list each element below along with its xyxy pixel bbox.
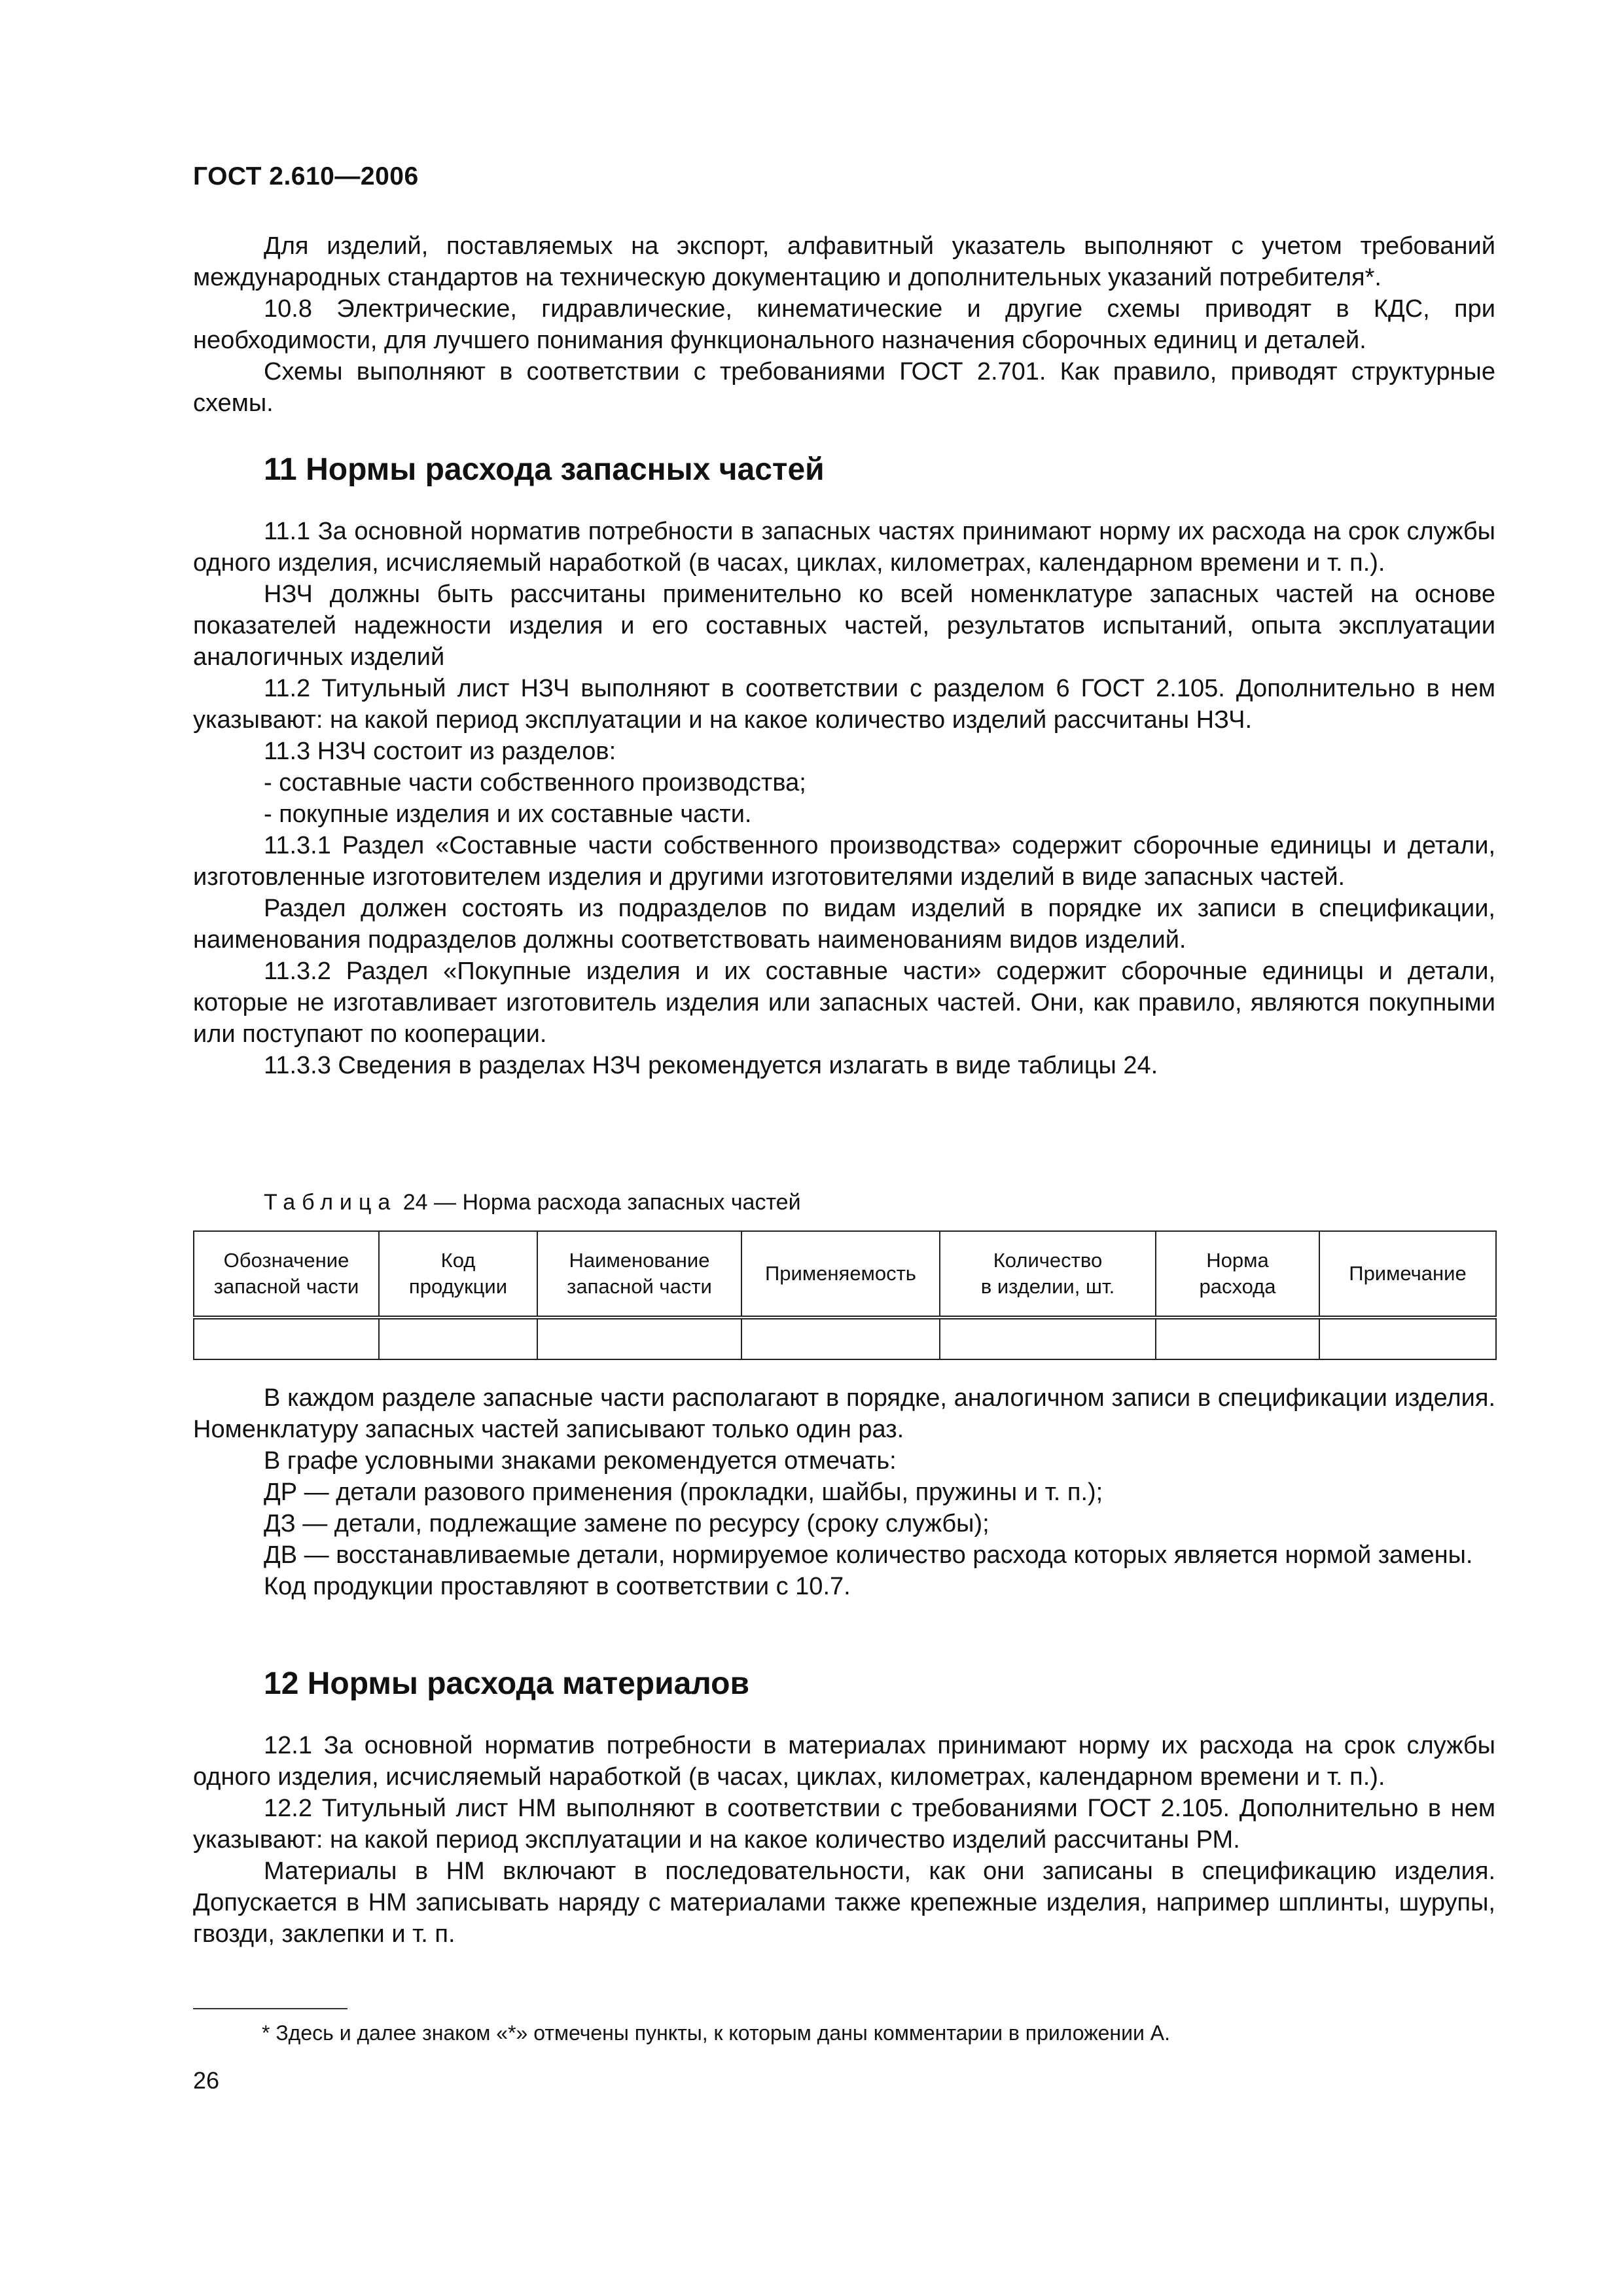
paragraph: Раздел должен состоять из подразделов по видам изделий в порядке их записи в спецификации, наименования подразделов должны соответствовать наименованиям видов изделий. (193, 895, 1495, 954)
spare-parts-table (193, 1230, 1497, 1360)
paragraph: 11.3.2 Раздел «Покупные изделия и их составные части» содержит сборочные единицы и детали, которые не изготавливает изготовитель изделия или запасных частей. Они, как правило, являются покупными или поступают по кооперации. (193, 958, 1495, 1048)
paragraph: В каждом разделе запасные части располагают в порядке, аналогичном записи в спецификации изделия. Номенклатуру запасных частей записывают только один раз. (193, 1384, 1495, 1443)
page-number: 26 (193, 2067, 220, 2094)
column-header: Обозначение запасной части (194, 1231, 379, 1318)
paragraph: В графе условными знаками рекомендуется отмечать: (264, 1447, 897, 1475)
paragraph: 11.3.3 Сведения в разделах НЗЧ рекомендуется излагать в виде таблицы 24. (264, 1052, 1158, 1079)
list-item: - покупные изделия и их составные части. (264, 800, 752, 828)
paragraph: Материалы в НМ включают в последовательности, как они записаны в спецификацию изделия. Допускается в НМ записывать наряду с материалами также крепежные изделия, например шплинты, шурупы, гвозди, заклепки и т. п. (193, 1857, 1495, 1948)
paragraph: 12.2 Титульный лист НМ выполняют в соответствии с требованиями ГОСТ 2.105. Дополнительно в нем указывают: на какой период эксплуатации и на какое количество изделий рассчитаны РМ. (193, 1795, 1495, 1854)
paragraph: Схемы выполняют в соответствии с требованиями ГОСТ 2.701. Как правило, приводят структурные схемы. (193, 358, 1495, 417)
paragraph: ДВ — восстанавливаемые детали, нормируемое количество расхода которых является нормой замены. (264, 1541, 1473, 1569)
footnote-divider (193, 2008, 348, 2009)
section-12-heading: 12 Нормы расхода материалов (264, 1666, 749, 1701)
column-header: Норма расхода (1156, 1231, 1319, 1318)
paragraph: 11.2 Титульный лист НЗЧ выполняют в соответствии с разделом 6 ГОСТ 2.105. Дополнительно в нем указывают: на какой период эксплуатации и на какое количество изделий рассчитаны НЗЧ. (193, 675, 1495, 734)
table-row (194, 1318, 1496, 1359)
paragraph: НЗЧ должны быть рассчитаны применительно ко всей номенклатуре запасных частей на основе показателей надежности изделия и его составных частей, результатов испытаний, опыта эксплуатации аналогичных изделий (193, 581, 1495, 671)
paragraph: ДР — детали разового применения (прокладки, шайбы, пружины и т. п.); (264, 1479, 1103, 1506)
column-header: Применяемость (741, 1231, 940, 1318)
section-11-heading: 11 Нормы расхода запасных частей (264, 452, 825, 487)
section-11-body (193, 516, 1495, 1081)
paragraph: Для изделий, поставляемых на экспорт, алфавитный указатель выполняют с учетом требований международных стандартов на техническую документацию и дополнительных указаний потребителя*. (193, 232, 1495, 291)
standard-header: ГОСТ 2.610—2006 (193, 162, 419, 190)
table-caption-text: 24 — Норма расхода запасных частей (397, 1190, 801, 1215)
paragraph: 10.8 Электрические, гидравлические, кинематические и другие схемы приводят в КДС, при необходимости, для лучшего понимания функционального назначения сборочных единиц и деталей. (193, 295, 1495, 354)
paragraph: 11.1 За основной норматив потребности в запасных частях принимают норму их расхода на срок службы одного изделия, исчисляемый наработкой (в часах, циклах, километрах, календарном времени и т. п.). (193, 518, 1495, 577)
intro-block (193, 230, 1495, 419)
column-header: Примечание (1319, 1231, 1496, 1318)
section-11-notes (193, 1382, 1495, 1602)
table-caption-word: Таблица (264, 1190, 397, 1215)
section-12-body (193, 1730, 1495, 1950)
column-header: Код продукции (379, 1231, 537, 1318)
table-caption (193, 1188, 1495, 1217)
column-header: Количество в изделии, шт. (940, 1231, 1156, 1318)
paragraph: 12.1 За основной норматив потребности в материалах принимают норму их расхода на срок службы одного изделия, исчисляемый наработкой (в часах, циклах, километрах, календарном времени и т. п.). (193, 1732, 1495, 1791)
paragraph: ДЗ — детали, подлежащие замене по ресурсу (сроку службы); (264, 1510, 990, 1537)
list-item: - составные части собственного производства; (264, 769, 806, 797)
paragraph: 11.3 НЗЧ состоит из разделов: (264, 738, 616, 765)
footnote: * Здесь и далее знаком «*» отмечены пункты, к которым даны комментарии в приложении А. (262, 2021, 1170, 2045)
paragraph: Код продукции проставляют в соответствии с 10.7. (264, 1573, 851, 1600)
table-header-row (194, 1231, 1496, 1318)
column-header: Наименование запасной части (537, 1231, 741, 1318)
paragraph: 11.3.1 Раздел «Составные части собственного производства» содержит сборочные единицы и детали, изготовленные изготовителем изделия и другими изготовителями изделий в виде запасных частей. (193, 832, 1495, 891)
